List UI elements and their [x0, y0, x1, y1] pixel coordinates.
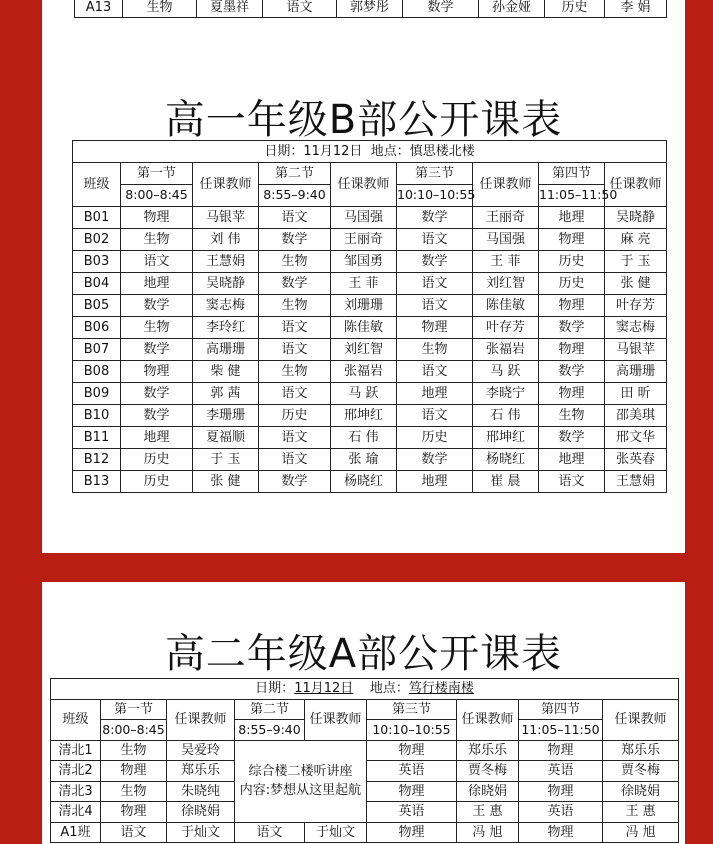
class-cell: 清北3 [51, 781, 101, 802]
subject-cell: 英语 [519, 802, 603, 823]
teacher-cell: 张 健 [605, 273, 667, 295]
subject-cell: 物理 [519, 781, 603, 802]
teacher-cell: 柴 健 [193, 361, 259, 383]
a-schedule-panel [42, 582, 685, 844]
subject-cell: 地理 [121, 427, 193, 449]
teacher-cell: 于 玉 [193, 449, 259, 471]
class-cell: B05 [73, 295, 121, 317]
teacher-cell: 张福岩 [331, 361, 397, 383]
subject-cell: 语文 [259, 449, 331, 471]
period-time: 11:05–11:50 [539, 185, 605, 207]
teacher-cell: 石 伟 [473, 405, 539, 427]
subject-cell: 数学 [397, 449, 473, 471]
subject-cell: 物理 [367, 822, 457, 843]
cell: 孙金娅 [479, 0, 545, 18]
subject-cell: 生物 [259, 361, 331, 383]
teacher-cell: 陈佳敏 [331, 317, 397, 339]
period-header: 第二节 [235, 699, 305, 720]
subject-cell: 生物 [101, 781, 167, 802]
subject-cell: 语文 [259, 383, 331, 405]
teacher-cell: 刘珊珊 [331, 295, 397, 317]
subject-cell: 物理 [367, 740, 457, 761]
subject-cell: 物理 [539, 295, 605, 317]
class-cell: B10 [73, 405, 121, 427]
subject-cell: 数学 [259, 229, 331, 251]
table-row [73, 251, 667, 273]
subject-cell: 数学 [397, 251, 473, 273]
subject-cell: 物理 [519, 740, 603, 761]
teacher-header: 任课教师 [193, 163, 259, 207]
subject-cell: 数学 [259, 273, 331, 295]
b-schedule-title: 高一年级B部公开课表 [164, 97, 563, 143]
subject-cell: 数学 [121, 295, 193, 317]
teacher-cell: 王丽奇 [473, 207, 539, 229]
subject-cell: 历史 [397, 427, 473, 449]
teacher-cell: 王慧娟 [193, 251, 259, 273]
teacher-cell: 刘红智 [473, 273, 539, 295]
date-value: 11月12日 [303, 144, 363, 159]
period-time: 11:05–11:50 [519, 720, 603, 741]
lecture-line: 内容:梦想从这里起航 [239, 783, 362, 798]
lecture-cell [235, 740, 367, 822]
teacher-cell: 郭 茜 [193, 383, 259, 405]
period-time: 10:10–10:55 [397, 185, 473, 207]
teacher-cell: 张 健 [193, 471, 259, 493]
teacher-cell: 马银苹 [605, 339, 667, 361]
teacher-cell: 王 菲 [473, 251, 539, 273]
subject-cell: 生物 [121, 229, 193, 251]
teacher-cell: 郑乐乐 [167, 761, 235, 782]
place-value: 慎思楼北楼 [409, 144, 475, 159]
subject-cell: 生物 [121, 317, 193, 339]
subject-cell: 地理 [121, 273, 193, 295]
date-value: 11月12日 [294, 681, 354, 697]
teacher-cell: 于灿文 [167, 822, 235, 843]
teacher-cell: 吴晓静 [193, 273, 259, 295]
class-cell: 清北4 [51, 802, 101, 823]
subject-cell: 物理 [519, 822, 603, 843]
class-cell: B11 [73, 427, 121, 449]
period-time: 8:00–8:45 [121, 185, 193, 207]
teacher-cell: 邢坤红 [331, 405, 397, 427]
b-schedule-body [73, 207, 667, 493]
period-header: 第三节 [367, 699, 457, 720]
teacher-cell: 徐晓娟 [167, 802, 235, 823]
period-time: 8:55–9:40 [259, 185, 331, 207]
subject-cell: 英语 [367, 761, 457, 782]
teacher-cell: 窦志梅 [605, 317, 667, 339]
col-class-header: 班级 [73, 163, 121, 207]
subject-cell: 语文 [259, 317, 331, 339]
subject-cell: 生物 [259, 251, 331, 273]
teacher-cell: 崔 晨 [473, 471, 539, 493]
period-header: 第三节 [397, 163, 473, 185]
teacher-cell: 王丽奇 [331, 229, 397, 251]
subject-cell: 语文 [235, 822, 305, 843]
teacher-cell: 杨晓红 [331, 471, 397, 493]
class-cell: B02 [73, 229, 121, 251]
subject-cell: 地理 [539, 449, 605, 471]
teacher-cell: 王慧娟 [605, 471, 667, 493]
cell: 夏墨祥 [197, 0, 263, 18]
subject-cell: 物理 [539, 229, 605, 251]
cell: 数学 [403, 0, 479, 18]
subject-cell: 语文 [397, 405, 473, 427]
subject-cell: 物理 [121, 207, 193, 229]
subject-cell: 语文 [259, 207, 331, 229]
previous-table-fragment [74, 0, 667, 18]
class-cell: B07 [73, 339, 121, 361]
class-cell: B12 [73, 449, 121, 471]
place-label: 地点： [369, 681, 409, 697]
table-row [73, 471, 667, 493]
teacher-cell: 马 跃 [473, 361, 539, 383]
teacher-cell: 麻 亮 [605, 229, 667, 251]
subject-cell: 地理 [397, 471, 473, 493]
teacher-header: 任课教师 [331, 163, 397, 207]
cell: 历史 [545, 0, 605, 18]
teacher-header: 任课教师 [167, 699, 235, 740]
subject-cell: 物理 [397, 317, 473, 339]
subject-cell: 数学 [539, 317, 605, 339]
teacher-cell: 冯 旭 [457, 822, 519, 843]
teacher-cell: 郑乐乐 [603, 740, 679, 761]
teacher-cell: 李晓宁 [473, 383, 539, 405]
table-row [73, 405, 667, 427]
place-label: 地点： [370, 144, 410, 159]
b-schedule-panel [42, 0, 685, 553]
teacher-cell: 张英春 [605, 449, 667, 471]
subject-cell: 语文 [397, 229, 473, 251]
period-header: 第一节 [121, 163, 193, 185]
class-cell: B03 [73, 251, 121, 273]
teacher-cell: 刘红智 [331, 339, 397, 361]
table-row [73, 317, 667, 339]
teacher-cell: 贾冬梅 [457, 761, 519, 782]
teacher-cell: 张福岩 [473, 339, 539, 361]
teacher-cell: 于 玉 [605, 251, 667, 273]
period-header: 第四节 [519, 699, 603, 720]
info-row [51, 679, 679, 700]
teacher-cell: 高珊珊 [193, 339, 259, 361]
period-time: 10:10–10:55 [367, 720, 457, 741]
teacher-cell: 叶存芳 [473, 317, 539, 339]
teacher-cell: 吴晓静 [605, 207, 667, 229]
place-value: 笃行楼南楼 [408, 681, 474, 697]
teacher-header: 任课教师 [457, 699, 519, 740]
teacher-cell: 冯 旭 [603, 822, 679, 843]
class-cell: A1班 [51, 822, 101, 843]
teacher-cell: 朱晓纯 [167, 781, 235, 802]
teacher-cell: 杨晓红 [473, 449, 539, 471]
subject-cell: 语文 [121, 251, 193, 273]
class-cell: B01 [73, 207, 121, 229]
class-cell: B04 [73, 273, 121, 295]
teacher-cell: 叶存芳 [605, 295, 667, 317]
teacher-cell: 马 跃 [331, 383, 397, 405]
table-row [75, 0, 667, 18]
subject-cell: 物理 [121, 361, 193, 383]
subject-cell: 生物 [539, 405, 605, 427]
teacher-cell: 徐晓娟 [603, 781, 679, 802]
teacher-cell: 王 菲 [331, 273, 397, 295]
table-row [73, 361, 667, 383]
subject-cell: 历史 [121, 471, 193, 493]
teacher-cell: 王 惠 [603, 802, 679, 823]
subject-cell: 生物 [259, 295, 331, 317]
teacher-header: 任课教师 [473, 163, 539, 207]
table-row [51, 740, 679, 761]
subject-cell: 语文 [259, 339, 331, 361]
period-time: 8:55–9:40 [235, 720, 305, 741]
teacher-cell: 马国强 [331, 207, 397, 229]
subject-cell: 历史 [121, 449, 193, 471]
subject-cell: 物理 [101, 761, 167, 782]
teacher-cell: 李珊珊 [193, 405, 259, 427]
teacher-cell: 徐晓娟 [457, 781, 519, 802]
a-schedule-table [50, 678, 679, 843]
teacher-cell: 陈佳敏 [473, 295, 539, 317]
teacher-cell: 张 瑜 [331, 449, 397, 471]
teacher-cell: 石 伟 [331, 427, 397, 449]
col-class-header: 班级 [51, 699, 101, 740]
class-cell: 清北1 [51, 740, 101, 761]
teacher-cell: 邢文华 [605, 427, 667, 449]
table-row [51, 822, 679, 843]
teacher-header: 任课教师 [603, 699, 679, 740]
date-place-info [51, 679, 679, 700]
teacher-cell: 田 昕 [605, 383, 667, 405]
subject-cell: 语文 [397, 361, 473, 383]
period-header: 第四节 [539, 163, 605, 185]
subject-cell: 数学 [539, 427, 605, 449]
period-time: 8:00–8:45 [101, 720, 167, 741]
table-row [73, 295, 667, 317]
class-cell: B13 [73, 471, 121, 493]
subject-cell: 数学 [121, 383, 193, 405]
table-row [73, 449, 667, 471]
cell: A13 [75, 0, 123, 18]
date-label: 日期： [264, 144, 304, 159]
teacher-cell: 窦志梅 [193, 295, 259, 317]
subject-cell: 数学 [121, 405, 193, 427]
subject-cell: 语文 [397, 295, 473, 317]
teacher-cell: 王 惠 [457, 802, 519, 823]
subject-cell: 语文 [101, 822, 167, 843]
subject-cell: 地理 [539, 207, 605, 229]
lecture-line: 综合楼二楼听讲座 [248, 764, 353, 779]
teacher-cell: 马银苹 [193, 207, 259, 229]
subject-cell: 数学 [539, 361, 605, 383]
subject-cell: 数学 [397, 207, 473, 229]
subject-cell: 生物 [397, 339, 473, 361]
period-header: 第一节 [101, 699, 167, 720]
subject-cell: 地理 [397, 383, 473, 405]
subject-cell: 历史 [539, 273, 605, 295]
subject-cell: 语文 [539, 471, 605, 493]
teacher-header: 任课教师 [605, 163, 667, 207]
date-place-info [73, 141, 667, 163]
table-row [73, 383, 667, 405]
subject-cell: 物理 [101, 802, 167, 823]
table-row [73, 207, 667, 229]
teacher-cell: 李玲红 [193, 317, 259, 339]
subject-cell: 语文 [259, 427, 331, 449]
info-row [73, 141, 667, 163]
teacher-cell: 高珊珊 [605, 361, 667, 383]
subject-cell: 物理 [539, 383, 605, 405]
cell: 语文 [263, 0, 337, 18]
teacher-cell: 郑乐乐 [457, 740, 519, 761]
teacher-cell: 邢坤红 [473, 427, 539, 449]
teacher-header: 任课教师 [305, 699, 367, 740]
cell: 李 娟 [605, 0, 667, 18]
teacher-cell: 刘 伟 [193, 229, 259, 251]
header-row [51, 699, 679, 720]
period-header: 第二节 [259, 163, 331, 185]
date-label: 日期： [255, 681, 295, 697]
subject-cell: 英语 [519, 761, 603, 782]
table-row [73, 427, 667, 449]
table-row [73, 273, 667, 295]
teacher-cell: 贾冬梅 [603, 761, 679, 782]
teacher-cell: 吴爱玲 [167, 740, 235, 761]
teacher-cell: 马国强 [473, 229, 539, 251]
class-cell: B08 [73, 361, 121, 383]
subject-cell: 数学 [121, 339, 193, 361]
table-row [73, 339, 667, 361]
subject-cell: 数学 [259, 471, 331, 493]
teacher-cell: 邵美琪 [605, 405, 667, 427]
table-row [73, 229, 667, 251]
teacher-cell: 邹国勇 [331, 251, 397, 273]
class-cell: B09 [73, 383, 121, 405]
subject-cell: 英语 [367, 802, 457, 823]
b-schedule-table [72, 140, 667, 493]
class-cell: B06 [73, 317, 121, 339]
subject-cell: 语文 [397, 273, 473, 295]
cell: 郭梦彤 [337, 0, 403, 18]
teacher-cell: 于灿文 [305, 822, 367, 843]
subject-cell: 物理 [367, 781, 457, 802]
subject-cell: 历史 [259, 405, 331, 427]
a-schedule-title: 高二年级A部公开课表 [164, 631, 563, 677]
class-cell: 清北2 [51, 761, 101, 782]
subject-cell: 生物 [101, 740, 167, 761]
cell: 生物 [123, 0, 197, 18]
subject-cell: 物理 [539, 339, 605, 361]
header-row [73, 163, 667, 185]
teacher-cell: 夏福顺 [193, 427, 259, 449]
subject-cell: 历史 [539, 251, 605, 273]
